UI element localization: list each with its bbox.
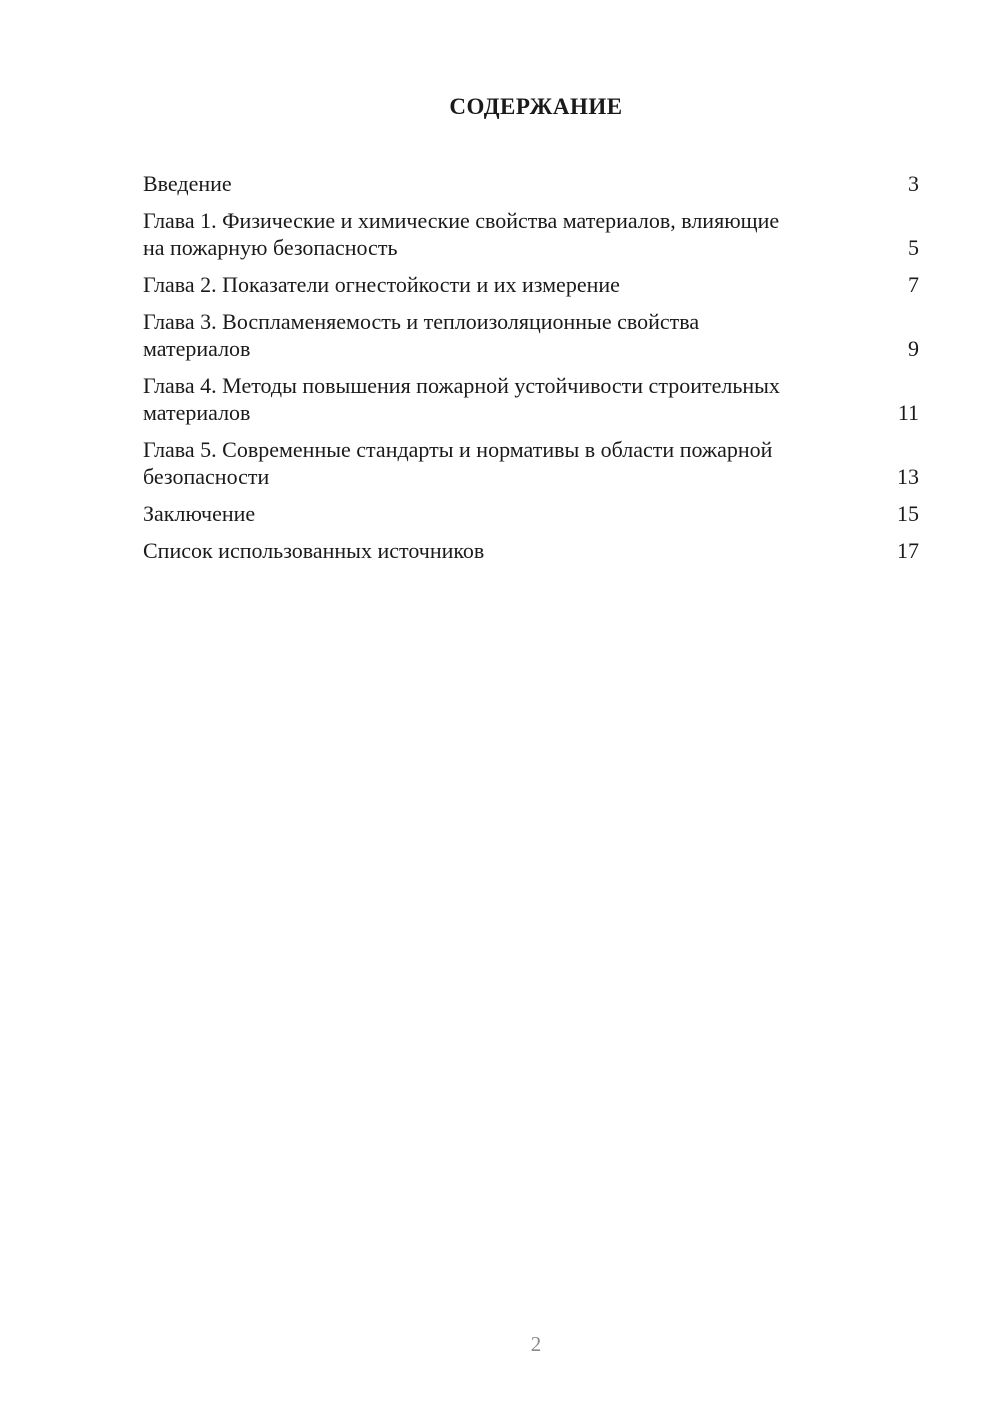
toc-entry-title: Глава 3. Воспламеняемость и теплоизоляционные свойства материалов (143, 309, 700, 361)
toc-entry-title: Заключение (143, 501, 256, 526)
toc-entry-page: 9 (908, 336, 919, 361)
toc-entry-page: 7 (908, 272, 919, 297)
toc-entry-chapter-4[interactable] (143, 372, 919, 426)
toc-entry-references[interactable] (143, 537, 919, 564)
toc-entry-page: 13 (897, 464, 919, 489)
toc-entry-title: Введение (143, 171, 232, 196)
table-of-contents (143, 170, 919, 574)
toc-entry-page: 15 (897, 501, 919, 526)
page-number: 2 (530, 1332, 542, 1356)
toc-entry-introduction[interactable] (143, 170, 919, 197)
toc-entry-chapter-3[interactable] (143, 308, 919, 362)
toc-entry-chapter-1[interactable] (143, 207, 919, 261)
toc-entry-page: 5 (908, 235, 919, 260)
toc-entry-page: 17 (897, 538, 919, 563)
toc-entry-chapter-5[interactable] (143, 436, 919, 490)
toc-entry-page: 3 (908, 171, 919, 196)
toc-entry-title: Глава 5. Современные стандарты и нормативы в области пожарной безопасности (143, 437, 773, 489)
toc-entry-conclusion[interactable] (143, 500, 919, 527)
toc-entry-page: 11 (897, 400, 919, 425)
toc-entry-title: Глава 4. Методы повышения пожарной устойчивости строительных материалов (143, 373, 780, 425)
toc-entry-title: Список использованных источников (143, 538, 485, 563)
toc-entry-title: Глава 1. Физические и химические свойства материалов, влияющие на пожарную безопасность (143, 208, 780, 260)
toc-heading: СОДЕРЖАНИЕ (449, 94, 623, 119)
toc-entry-chapter-2[interactable] (143, 271, 919, 298)
toc-entry-title: Глава 2. Показатели огнестойкости и их измерение (143, 272, 620, 297)
